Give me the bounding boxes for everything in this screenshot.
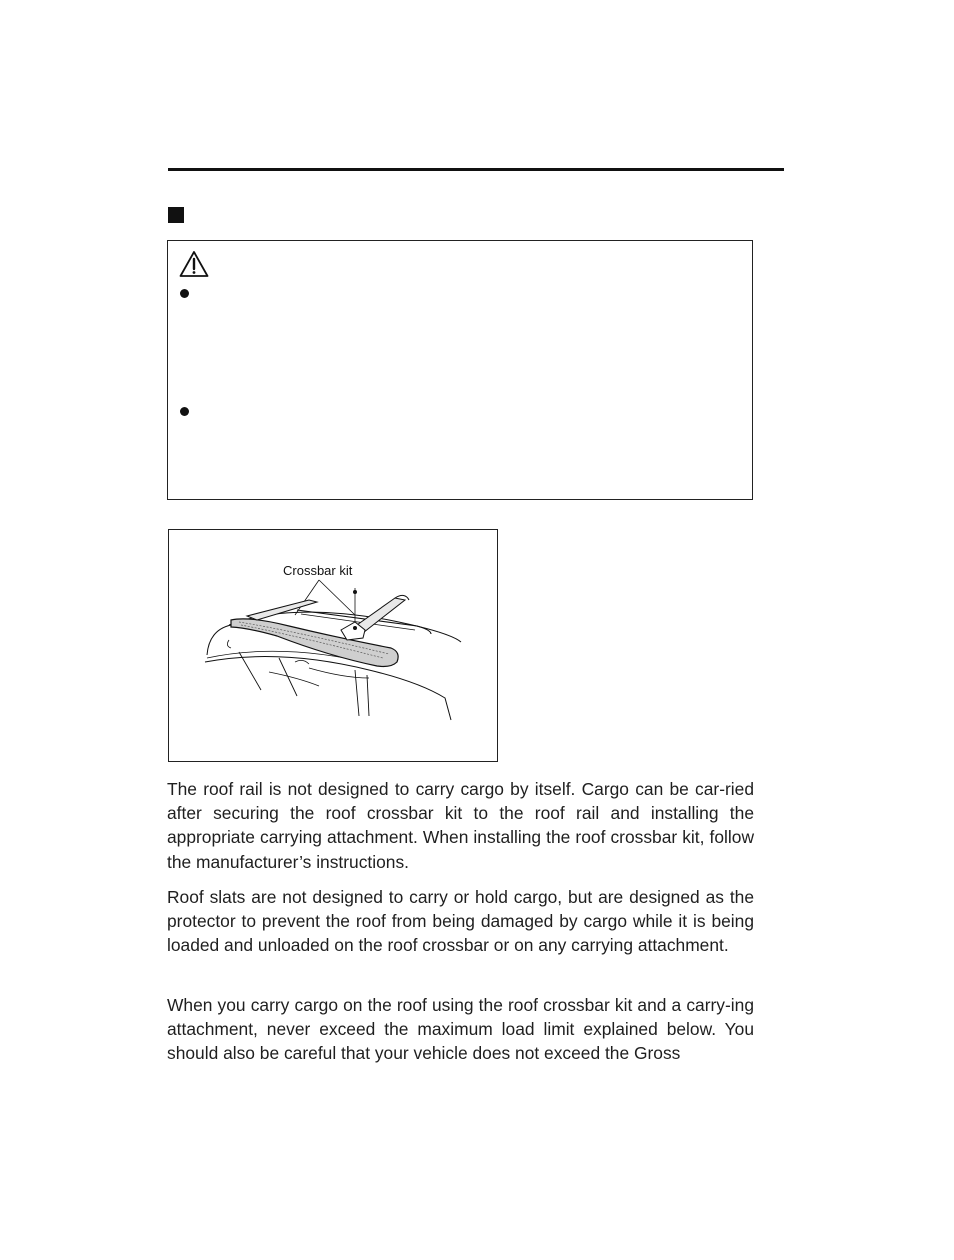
header-rule	[168, 168, 784, 171]
warning-triangle-icon	[179, 250, 209, 278]
roof-crossbar-illustration	[168, 529, 498, 762]
bullet-dot-icon	[180, 407, 189, 416]
figure-callout-label: Crossbar kit	[283, 563, 353, 578]
warning-box	[167, 240, 753, 500]
roof-rail-drawing	[169, 530, 497, 761]
body-paragraph: When you carry cargo on the roof using the roof crossbar kit and a carry-ing attachment, never exceed the maximum load limit explained below. You should also be careful that your vehicle does not exceed the Gross	[167, 995, 754, 1064]
section-square-icon	[168, 207, 184, 223]
bullet-dot-icon	[180, 289, 189, 298]
body-paragraph: Roof slats are not designed to carry or hold cargo, but are designed as the protector to prevent the roof from being damaged by cargo while it is being loaded and unloaded on the roof crossbar or on any carrying attachment.	[167, 887, 754, 956]
body-paragraph: The roof rail is not designed to carry cargo by itself. Cargo can be car-ried after securing the roof crossbar kit to the roof rail and installing the appropriate carrying attachment. When installing the roof crossbar kit, follow the manufacturer’s instructions.	[167, 779, 754, 872]
